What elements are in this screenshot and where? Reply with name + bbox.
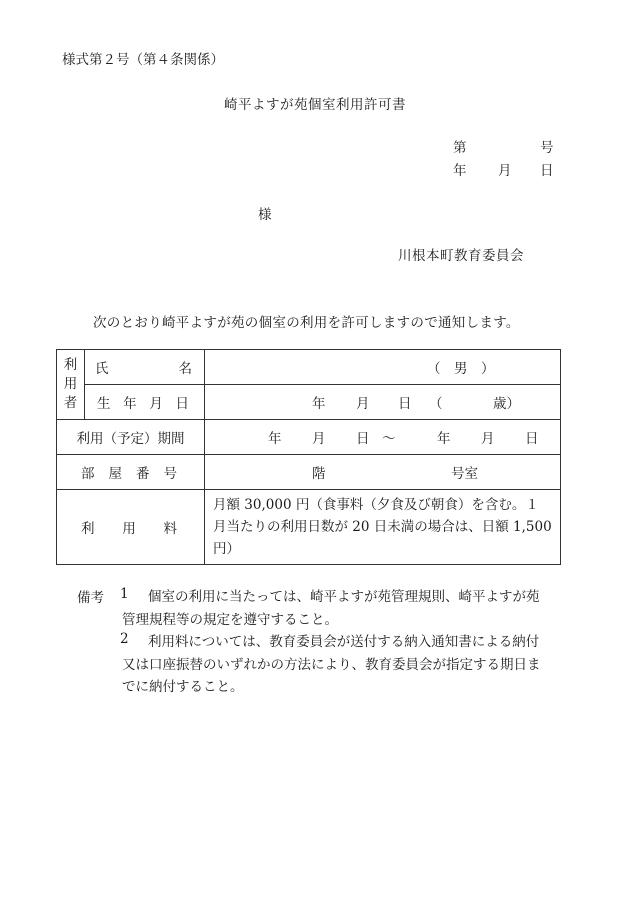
fee-label: 利 用 料 bbox=[57, 490, 205, 565]
permit-details-table bbox=[56, 349, 561, 565]
fee-value: 月額 30,000 円（食事料（夕食及び朝食）を含む。１月当たりの利用日数が 20 日未満の場合は、日額 1,500 円） bbox=[213, 497, 552, 557]
issuer-name: 川根本町教育委員会 bbox=[398, 248, 524, 264]
period-end-day: 日 bbox=[525, 431, 539, 447]
number-suffix: 号 bbox=[540, 140, 554, 156]
birth-month: 月 bbox=[356, 396, 370, 412]
date-year: 年 bbox=[453, 163, 467, 179]
note-text: 個室の利用に当たっては、崎平よすが苑管理規則、崎平よすが苑管理規程等の規定を遵守すること。 bbox=[122, 589, 540, 628]
room-floor: 階 bbox=[312, 466, 326, 482]
table-row-name bbox=[57, 350, 561, 385]
note-text: 利用料については、教育委員会が送付する納入通知書による納付又は口座振替のいずれかの方法により、教育委員会が指定する期日までに納付すること。 bbox=[122, 634, 541, 695]
period-end-year: 年 bbox=[437, 431, 451, 447]
room-number: 号室 bbox=[451, 466, 478, 482]
note-number: 1 bbox=[120, 586, 129, 602]
fee-value-cell bbox=[205, 490, 561, 565]
period-start-day: 日 bbox=[356, 431, 370, 447]
name-value-cell bbox=[205, 350, 561, 385]
table-row-room bbox=[57, 455, 561, 490]
period-value-cell bbox=[205, 420, 561, 455]
period-start-year: 年 bbox=[268, 431, 282, 447]
user-group-label: 利 用 者 bbox=[57, 350, 85, 420]
age-suffix: 歳） bbox=[493, 396, 520, 412]
birthdate-label: 生 年 月 日 bbox=[85, 385, 205, 420]
period-label: 利用（予定）期間 bbox=[57, 420, 205, 455]
document-title: 崎平よすが苑個室利用許可書 bbox=[224, 97, 406, 113]
date-month: 月 bbox=[498, 163, 512, 179]
addressee-honorific: 様 bbox=[258, 207, 272, 223]
period-start-month: 月 bbox=[312, 431, 326, 447]
birthdate-value-cell bbox=[205, 385, 561, 420]
date-day: 日 bbox=[540, 163, 554, 179]
gender-marker: （ 男 ） bbox=[427, 361, 495, 377]
note-number: 2 bbox=[120, 631, 129, 647]
age-open-paren: （ bbox=[429, 396, 443, 412]
form-number: 様式第２号（第４条関係） bbox=[62, 52, 224, 68]
table-row-period bbox=[57, 420, 561, 455]
number-prefix: 第 bbox=[453, 140, 467, 156]
table-row-birthdate bbox=[57, 385, 561, 420]
notice-text: 次のとおり崎平よすが苑の個室の利用を許可しますので通知します。 bbox=[93, 315, 520, 331]
birth-year: 年 bbox=[312, 396, 326, 412]
room-label: 部 屋 番 号 bbox=[57, 455, 205, 490]
period-end-month: 月 bbox=[481, 431, 495, 447]
table-row-fee bbox=[57, 490, 561, 565]
period-tilde: ～ bbox=[382, 431, 396, 447]
notes-label: 備考 bbox=[77, 590, 104, 606]
name-label: 氏 名 bbox=[85, 350, 205, 385]
birth-day: 日 bbox=[398, 396, 412, 412]
room-value-cell bbox=[205, 455, 561, 490]
